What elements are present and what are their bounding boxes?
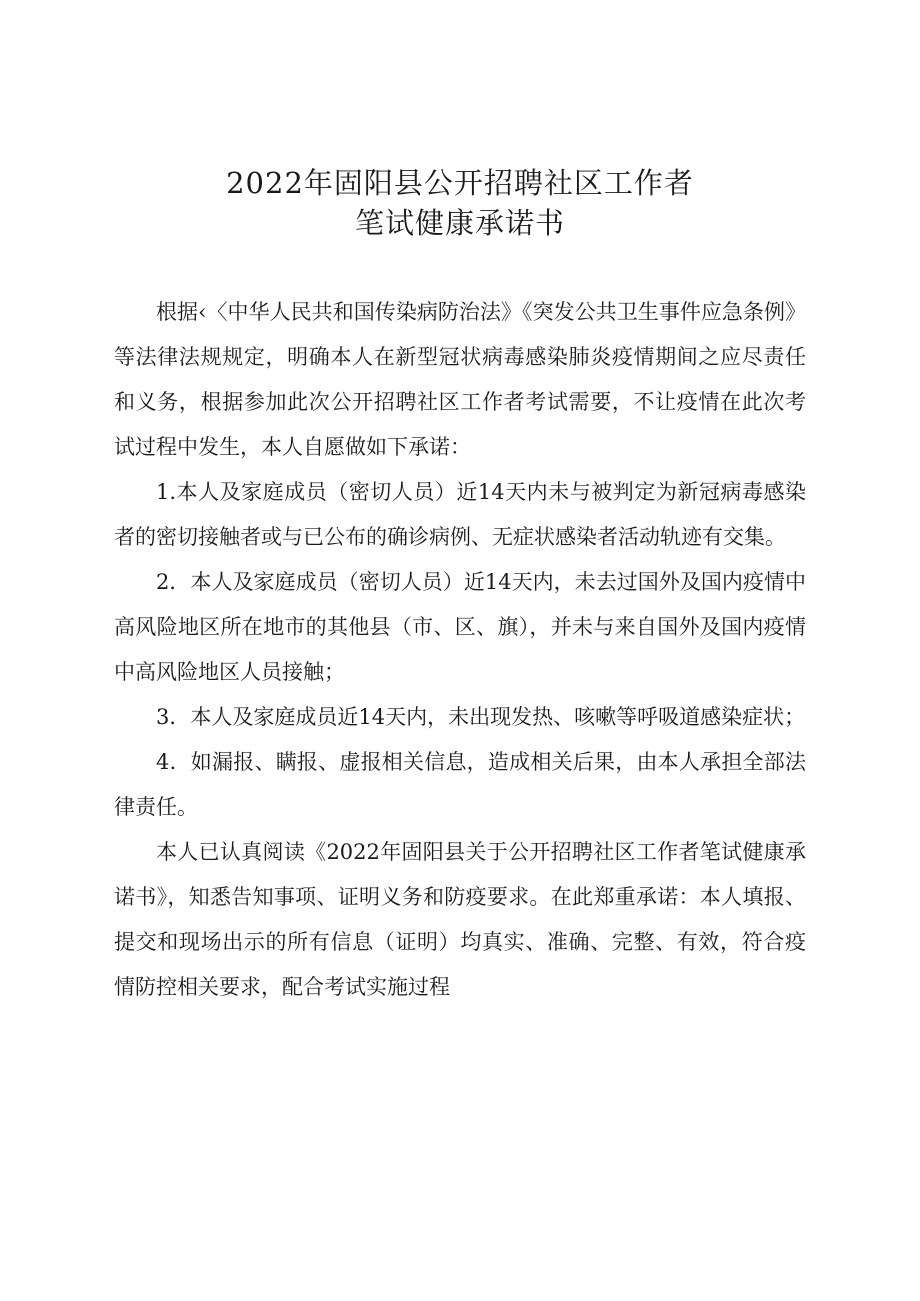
paragraph-intro: 根据‹〈中华人民共和国传染病防治法》《突发公共卫生事件应急条例》等法律法规规定，明确本人在新型冠状病毒感染肺炎疫情期间之应尽责任和义务，根据参加此次公开招聘社区工作者考试需要，不让疫情在此次考试过程中发生，本人自愿做如下承诺： xyxy=(114,300,806,459)
document-body xyxy=(114,290,806,1010)
paragraph-closing: 本人已认真阅读《2022年固阳县关于公开招聘社区工作者笔试健康承诺书》，知悉告知事项、证明义务和防疫要求。在此郑重承诺：本人填报、提交和现场出示的所有信息（证明）均真实、准确、完整、有效，符合疫情防控相关要求，配合考试实施过程 xyxy=(114,840,806,999)
paragraph-item-1: 1.本人及家庭成员（密切人员）近14天内未与被判定为新冠病毒感染者的密切接触者或与已公布的确诊病例、无症状感染者活动轨迹有交集。 xyxy=(114,480,806,549)
document-title-line-2: 笔试健康承诺书 xyxy=(354,206,565,240)
paragraph-item-2: 2．本人及家庭成员（密切人员）近14天内，未去过国外及国内疫情中高风险地区所在地市的其他县（市、区、旗），并未与来自国外及国内疫情中高风险地区人员接触； xyxy=(114,570,806,684)
paragraph-item-3: 3．本人及家庭成员近14天内，未出现发热、咳嗽等呼吸道感染症状； xyxy=(156,705,806,729)
paragraph-item-4: 4．如漏报、瞒报、虚报相关信息，造成相关后果，由本人承担全部法律责任。 xyxy=(114,750,806,819)
document-title-line-1: 2022年固阳县公开招聘社区工作者 xyxy=(226,166,694,200)
